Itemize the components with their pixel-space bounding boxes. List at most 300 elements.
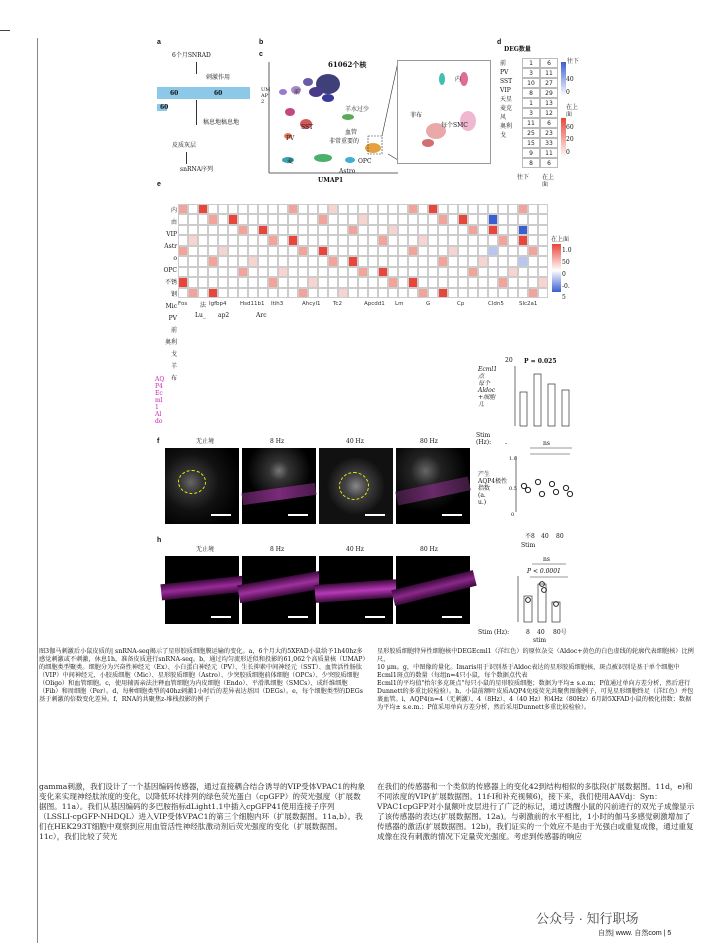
micrograph-h-3: [396, 556, 470, 624]
heatmap-cell: [428, 235, 438, 245]
umap-label-7: 麦: [287, 158, 294, 165]
heatmap-cell: [278, 214, 288, 224]
panel-a-arrow3: [186, 152, 187, 164]
heatmap-cell: [478, 256, 488, 266]
heatmap-cell: [218, 246, 228, 256]
heatmap-cell: [338, 235, 348, 245]
heatmap-col-label: Hsd11b1: [240, 301, 265, 307]
heatmap-cell: [448, 225, 458, 235]
panel-d-rowlabel: 前: [500, 60, 507, 67]
heatmap-cell: [418, 288, 428, 298]
heatmap-cell: [198, 246, 208, 256]
stat-h-chart: [516, 562, 576, 624]
heatmap-cell: [268, 235, 278, 245]
heatmap-cell: [478, 225, 488, 235]
heatmap-cell: [318, 214, 328, 224]
heatmap-cell: [428, 277, 438, 287]
heatmap-cell: [438, 204, 448, 214]
heatmap-cell: [468, 288, 478, 298]
heatmap-cell: [278, 277, 288, 287]
stat-i-ns: ns: [543, 440, 550, 447]
heatmap-cell: [248, 256, 258, 266]
heatmap-cell: [208, 246, 218, 256]
heatmap-col-labels: [178, 301, 548, 329]
stat-i-ylabel-line: 指数: [478, 485, 491, 492]
heatmap-cell: [468, 214, 478, 224]
deg-count-cell: 25: [522, 128, 540, 138]
umap-label-0: 前: [294, 89, 301, 96]
heatmap-cell: [358, 288, 368, 298]
heatmap-cell: [218, 204, 228, 214]
panel-e-rowlabel: 不锈: [164, 279, 177, 286]
heatmap-cell: [278, 225, 288, 235]
heatmap-cell: [408, 214, 418, 224]
heatmap-cell: [258, 214, 268, 224]
panel-letter-f: f: [157, 438, 160, 445]
heatmap-cell: [398, 204, 408, 214]
heatmap-cell: [448, 288, 458, 298]
heatmap-cell: [468, 225, 478, 235]
umap-clusters: [279, 74, 381, 163]
deg-count-cell: 6: [540, 118, 558, 128]
heatmap-cell: [328, 288, 338, 298]
heatmap-cell: [488, 246, 498, 256]
deg-count-cell: 6: [540, 58, 558, 68]
heatmap-cell: [458, 214, 468, 224]
panel-c-label-1: 菲布: [410, 112, 423, 119]
heatmap-cell: [328, 204, 338, 214]
deg-count-cell: 1: [522, 58, 540, 68]
heatmap-cell: [228, 277, 238, 287]
heatmap-cell: [288, 256, 298, 266]
panel-d-rowlabels: [500, 58, 522, 139]
heatmap-cell: [498, 225, 508, 235]
heatmap-cell: [228, 267, 238, 277]
micrograph-f-1: [242, 448, 316, 524]
stat-h-x0: 8: [526, 629, 530, 636]
heatmap-cell: [358, 256, 368, 266]
heatmap-cell: [348, 288, 358, 298]
micrograph-f-3: [396, 448, 470, 524]
deg-count-cell: 8: [522, 88, 540, 98]
heatmap-cell: [328, 267, 338, 277]
heatmap-cell: [508, 225, 518, 235]
heatmap-cell: [508, 277, 518, 287]
heatmap-cell: [268, 225, 278, 235]
heatmap-cell: [268, 277, 278, 287]
umap-label-5: 非常重要的: [329, 138, 360, 145]
heatmap-cell: [368, 214, 378, 224]
heatmap-cell: [458, 225, 468, 235]
panel-letter-e: e: [157, 181, 161, 188]
heatmap-cell: [378, 277, 388, 287]
heatmap-cell: [278, 246, 288, 256]
heatmap-cell: [198, 214, 208, 224]
panel-a-line4: 皮质灰层: [172, 142, 197, 149]
heatmap-cell: [538, 235, 548, 245]
heatmap-cell: [228, 288, 238, 298]
heatmap-cell: [508, 267, 518, 277]
heatmap-cell: [268, 204, 278, 214]
panel-d-rowlabel: 戈: [500, 132, 507, 139]
heatmap-cell: [198, 225, 208, 235]
heatmap-cell: [468, 277, 478, 287]
heatmap-cell: [418, 267, 428, 277]
panel-e-rowlabel: VIP: [166, 231, 177, 238]
heatmap-cell: [178, 246, 188, 256]
heatmap-cell: [318, 235, 328, 245]
margin-rule: [37, 38, 38, 943]
heatmap-cell: [378, 235, 388, 245]
panel-d-foot2: 在上面: [542, 174, 555, 188]
panel-e-rowlabels: [155, 207, 177, 387]
heatmap-cell: [228, 256, 238, 266]
heatmap-cell: [478, 204, 488, 214]
margin-tick: [0, 30, 10, 31]
panel-d-col-up: [540, 58, 558, 168]
heatmap-cell: [468, 267, 478, 277]
heatmap-cell: [378, 214, 388, 224]
heatmap-cell: [238, 277, 248, 287]
panel-d-legend-top: 往下: [567, 58, 580, 65]
heatmap-cell: [388, 267, 398, 277]
heatmap-cell: [208, 267, 218, 277]
heatmap-cell: [498, 235, 508, 245]
heatmap-cell: [398, 288, 408, 298]
stat-i-ylabel-line: 产生: [478, 471, 491, 478]
heatmap-cell: [358, 267, 368, 277]
panel-a-line1: 6个月SNRAD: [172, 52, 211, 59]
panel-h-label0: 无止境: [196, 546, 215, 553]
heatmap-cell: [448, 277, 458, 287]
panel-d-rowlabel: 麦克: [500, 105, 513, 112]
stat-h-x2: 80号: [553, 629, 567, 636]
heatmap-cell: [388, 256, 398, 266]
panel-d-legend-bottom-val0: 60: [566, 124, 574, 131]
heatmap-cell: [218, 256, 228, 266]
heatmap-cell: [188, 267, 198, 277]
micrograph-h-2: [319, 556, 393, 624]
heatmap-cell: [528, 225, 538, 235]
heatmap-cell: [298, 288, 308, 298]
heatmap-cell: [458, 235, 468, 245]
panel-d-legend-top-val0: 40: [566, 76, 574, 83]
heatmap-cell: [478, 267, 488, 277]
deg-count-cell: 1: [522, 98, 540, 108]
heatmap-cell: [228, 225, 238, 235]
panel-letter-c: c: [259, 51, 263, 58]
panel-d-table: [522, 58, 558, 168]
heatmap-cell: [258, 256, 268, 266]
panel-b-title: 61062个核: [328, 60, 367, 69]
heatmap-cell: [208, 204, 218, 214]
heatmap-cell: [498, 277, 508, 287]
panel-f-label0: 无止境: [196, 438, 215, 445]
heatmap-cell: [238, 288, 248, 298]
heatmap-cell: [178, 204, 188, 214]
heatmap-cell: [498, 288, 508, 298]
heatmap-cell: [528, 267, 538, 277]
heatmap-cell: [188, 235, 198, 245]
page-footer: 自然| www. 自然com | 5: [598, 930, 672, 937]
heatmap-cell: [518, 204, 528, 214]
heatmap-cell: [438, 277, 448, 287]
heatmap-cell: [318, 267, 328, 277]
heatmap-cell: [418, 225, 428, 235]
body-text-right: 在我们的传感器和一个类似的传感器上的变化42到结构相似的多肽段(扩展数据图。11d，e)和不同浓度的VIP(扩展数据图。11f-I和补充视频6)，接下来，我们使用AAVdj：Syn：VPAC1cpGFP对小鼠额叶皮层进行了广泛的标记，通过诱醒小鼠的闪前进行的双光子成像显示了该传感器的表达(扩展数据图。12a)。与刺激前的水平相比，1小时的伽马多感觉刺激增加了传感器的激活(扩展数据图。12b)，我们证实的一个效应不是由于光强白或重复成像，通过重复成像在没有刺激的情况下定量荧光强度。考虑到传感器的响应: [377, 782, 695, 841]
panel-d-rowlabel: VIP: [500, 87, 511, 94]
heatmap-cell: [388, 235, 398, 245]
pink-line: do: [155, 418, 163, 425]
heatmap-cell: [458, 277, 468, 287]
stat-i-ytick1: 0.5: [509, 486, 517, 492]
scale-bar: [442, 616, 462, 618]
stat-h-pvalue: P < 0.0001: [527, 568, 561, 575]
heatmap-cell: [258, 267, 268, 277]
panel-a-arrow2: [196, 100, 197, 125]
heatmap-note2: ap2: [218, 312, 230, 319]
heatmap-cell: [408, 246, 418, 256]
heatmap-cell: [458, 256, 468, 266]
heatmap-cell: [368, 246, 378, 256]
heatmap-cell: [188, 288, 198, 298]
stat-g-ylabel-line: 点: [478, 373, 485, 380]
vessel-stain: [160, 576, 245, 601]
pink-side-label: [155, 376, 167, 425]
panel-e-rowlabel: OPC: [163, 267, 177, 274]
panel-e-rowlabel: o: [173, 255, 177, 262]
heatmap-cell: [198, 277, 208, 287]
panel-a-line2: 刺激作用: [206, 74, 231, 81]
panel-d-title: DEG数量: [504, 46, 531, 53]
heatmap-cell: [428, 256, 438, 266]
heatmap-cell: [308, 214, 318, 224]
stat-g-pvalue: P = 0.025: [524, 358, 557, 365]
heatmap-cell: [518, 225, 528, 235]
heatmap-cell: [388, 214, 398, 224]
heatmap-cell: [298, 246, 308, 256]
deg-count-cell: 27: [540, 78, 558, 88]
nucleus-outline: [339, 472, 369, 500]
heatmap-cell: [228, 235, 238, 245]
heatmap-cell: [318, 277, 328, 287]
heatmap-col-label: Cldn5: [488, 301, 504, 307]
heatmap-note0: 法: [200, 302, 207, 309]
heatmap-cell: [268, 267, 278, 277]
heatmap-legend-val4: 5: [562, 294, 566, 301]
heatmap-cell: [258, 246, 268, 256]
heatmap-cell: [478, 235, 488, 245]
panel-e-rowlabel: PV: [168, 315, 177, 322]
heatmap-cell: [318, 246, 328, 256]
heatmap-cell: [538, 225, 548, 235]
heatmap-cell: [288, 246, 298, 256]
deg-count-cell: 3: [522, 68, 540, 78]
heatmap-cell: [438, 225, 448, 235]
heatmap-cell: [328, 246, 338, 256]
heatmap-cell: [388, 246, 398, 256]
panel-a-bar-right: 60: [214, 90, 223, 97]
heatmap-cell: [498, 204, 508, 214]
heatmap-cell: [358, 277, 368, 287]
heatmap-cell: [348, 267, 358, 277]
heatmap-cell: [488, 225, 498, 235]
panel-d-legend-bottom: 在上面: [566, 104, 579, 118]
heatmap-cell: [298, 225, 308, 235]
scale-bar: [365, 514, 385, 516]
heatmap-cell: [368, 235, 378, 245]
heatmap-colorbar: [552, 244, 561, 292]
deg-count-cell: 11: [540, 148, 558, 158]
heatmap-cell: [348, 277, 358, 287]
heatmap-cell: [178, 267, 188, 277]
heatmap-cell: [338, 246, 348, 256]
panel-c-label-0: 内: [455, 76, 462, 83]
pink-line: AQ: [155, 376, 165, 383]
heatmap-cell: [518, 267, 528, 277]
heatmap-cell: [188, 277, 198, 287]
heatmap-cell: [258, 204, 268, 214]
stat-i-stim: Stim: [521, 542, 536, 549]
body-text-left: gamma刺激，我们设计了一个基因编码传感器，通过直接耦合结合诱导的VIP受体VPAC1的构象变化来实现神经肽浓度的变化，以降低环状排列的绿色荧光蛋白（cpGFP）的荧光强度（扩展数据图。11a）。我们从基因编码的多巴胺指标dLight1.1中插入cpGFP41使用连接子序列（LSSLI-cpGFP-NHDQL）进入VIP受体VPAC1的第三个细胞内环（扩展数据图。11a,b）。我们在HEK293T细胞中观察到应用血管活性神经肽激动剂后荧光强度的变化（扩展数据图。11c），我们比较了荧光: [39, 782, 366, 841]
panel-d-legend-top-val1: 0: [566, 89, 570, 96]
heatmap-cell: [248, 246, 258, 256]
heatmap-cell: [438, 256, 448, 266]
heatmap-cell: [348, 235, 358, 245]
heatmap-cell: [358, 235, 368, 245]
heatmap-cell: [498, 214, 508, 224]
heatmap-cell: [538, 288, 548, 298]
heatmap-cell: [198, 235, 208, 245]
micrograph-h-1: [242, 556, 316, 624]
heatmap-cell: [488, 267, 498, 277]
heatmap-cell: [198, 267, 208, 277]
heatmap-cell: [448, 214, 458, 224]
heatmap-cell: [338, 277, 348, 287]
heatmap-cell: [428, 267, 438, 277]
heatmap-cell: [458, 288, 468, 298]
heatmap-cell: [248, 225, 258, 235]
heatmap-cell: [288, 277, 298, 287]
heatmap-cell: [328, 256, 338, 266]
heatmap-cell: [348, 214, 358, 224]
panel-e-rowlabel: 钢: [170, 291, 177, 298]
heatmap-cell: [238, 204, 248, 214]
stat-h-ns: ns: [543, 556, 550, 563]
panel-d-foot1: 往下: [517, 174, 530, 181]
heatmap-cell: [308, 256, 318, 266]
scale-bar: [211, 616, 231, 618]
stat-i-x1: 40: [541, 533, 549, 540]
heatmap-cell: [498, 246, 508, 256]
heatmap-cell: [218, 214, 228, 224]
heatmap-cell: [258, 288, 268, 298]
heatmap-cell: [188, 214, 198, 224]
pink-line: ml: [155, 397, 163, 404]
heatmap-cell: [378, 267, 388, 277]
heatmap-cell: [228, 246, 238, 256]
scale-bar: [442, 514, 462, 516]
stat-i-x2: 80: [556, 533, 564, 540]
stat-i-ylabel: [478, 471, 508, 506]
heatmap-cell: [208, 225, 218, 235]
vessel-stain: [314, 579, 399, 603]
vessel-stain: [242, 483, 317, 505]
heatmap-cell: [188, 204, 198, 214]
heatmap-cell: [178, 214, 188, 224]
heatmap-grid: [178, 204, 548, 298]
heatmap-legend-val0: 1.0: [562, 247, 572, 254]
heatmap-cell: [328, 277, 338, 287]
heatmap-cell: [488, 235, 498, 245]
stat-g-ylabel: [478, 366, 512, 408]
heatmap-cell: [448, 204, 458, 214]
heatmap-cell: [398, 256, 408, 266]
stat-i-ytick2: 0: [511, 512, 515, 518]
heatmap-cell: [248, 235, 258, 245]
caption-right-line: 10 μm。g，中图像的量化。Imaris用于识别基于Aldoc表达的星形胶质细胞核，斑点被识别是基于单个细胞中Ecml1斑点的数量（每组n=4只小鼠，每个数据点代表: [377, 664, 680, 679]
heatmap-cell: [368, 225, 378, 235]
heatmap-cell: [498, 267, 508, 277]
stat-g-ylabel-line: Aldoc: [478, 387, 496, 394]
panel-letter-a: a: [157, 39, 161, 46]
heatmap-cell: [528, 288, 538, 298]
stat-i-ylabel-line: (a.: [478, 492, 486, 499]
panel-d-legend-bottom-val2: 0: [566, 149, 570, 156]
heatmap-cell: [208, 235, 218, 245]
heatmap-cell: [538, 246, 548, 256]
heatmap-cell: [458, 204, 468, 214]
heatmap-col-label: Ahcyl1: [302, 301, 321, 307]
stat-h-stim: Stim (Hz):: [478, 629, 510, 636]
heatmap-cell: [508, 246, 518, 256]
panel-e-rowlabel: 前: [170, 327, 177, 334]
heatmap-col-label: Slc2a1: [519, 301, 538, 307]
caption-right-line: Ecml1的平均值"抬尔多克斑点"每只小鼠的星形胶质细胞；数据为平均± s.e.m；P值通过单向方差分析，然后进行Dunnett的多重比较检验）。h，小鼠前额叶皮质AQP4免疫荧光共聚焦图像例子，可见星形细胞终足（洋红色）并包裹血管。i，AQP4(n=4（无刺激）、4（8Hz）、4（40 Hz）和4Hz（80Hz）6月龄5XFAD小鼠的极化指数；数据为平均± s.e.m.；P值采用单向方差分析，然后采用Dunnett多重比较检验）。: [377, 680, 694, 711]
panel-a-left-num: 60: [160, 104, 169, 111]
panel-c-label-2: 每个SMC: [441, 122, 468, 129]
panel-e-rowlabel: Mic: [165, 303, 177, 310]
deg-count-cell: 13: [540, 98, 558, 108]
heatmap-cell: [388, 277, 398, 287]
heatmap-cell: [538, 267, 548, 277]
heatmap-cell: [518, 235, 528, 245]
heatmap-cell: [188, 225, 198, 235]
panel-letter-h: h: [157, 537, 162, 544]
heatmap-cell: [528, 204, 538, 214]
heatmap-cell: [208, 277, 218, 287]
vessel-stain: [391, 570, 476, 606]
panel-e-rowlabel: 戈: [170, 351, 177, 358]
heatmap-cell: [538, 204, 548, 214]
heatmap-cell: [408, 225, 418, 235]
stat-i-ytick0: 1.0: [509, 456, 517, 462]
heatmap-cell: [418, 277, 428, 287]
deg-count-cell: 3: [522, 108, 540, 118]
stat-g-ylabel-line: Ecml1: [478, 366, 498, 373]
heatmap-cell: [178, 235, 188, 245]
heatmap-cell: [468, 204, 478, 214]
heatmap-cell: [178, 277, 188, 287]
deg-count-cell: 6: [540, 158, 558, 168]
panel-h-label1: 8 Hz: [270, 546, 285, 553]
heatmap-cell: [278, 256, 288, 266]
heatmap-cell: [418, 256, 428, 266]
nucleus-outline: [178, 470, 206, 494]
heatmap-cell: [208, 214, 218, 224]
heatmap-cell: [478, 288, 488, 298]
heatmap-cell: [198, 288, 208, 298]
